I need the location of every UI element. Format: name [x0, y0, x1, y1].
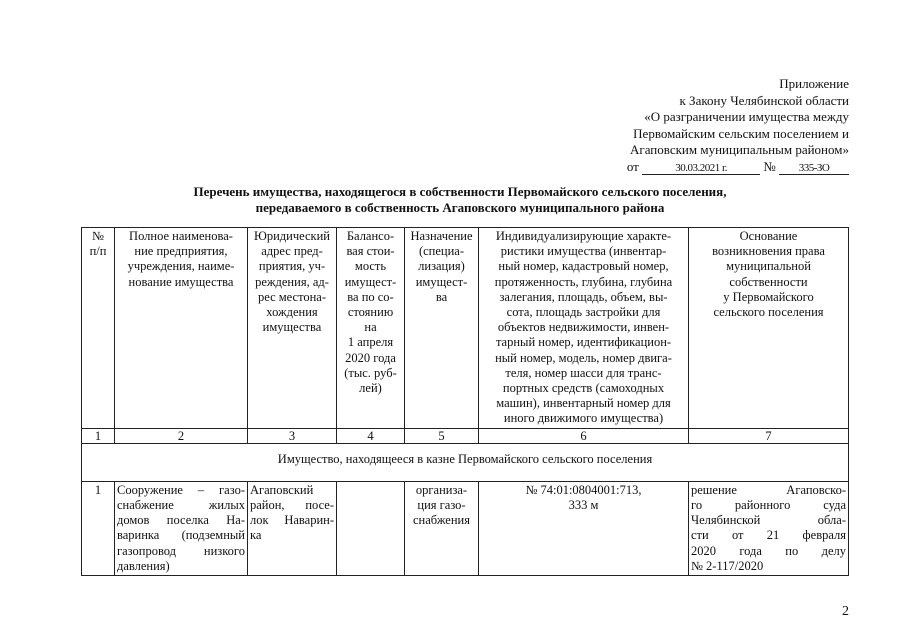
text-line: (тыс. руб- — [344, 365, 397, 380]
text-line: № 2-117/2020 — [691, 558, 764, 573]
text-line: залегания, площадь, объем, вы- — [499, 289, 668, 304]
text-line: сота, площадь застройки для — [506, 305, 661, 320]
header-cell — [82, 228, 115, 429]
column-number: 3 — [248, 428, 337, 443]
text-line: Челябинской обла- — [691, 513, 846, 528]
text-line: Юридический — [254, 229, 330, 243]
section-title: Имущество, находящееся в казне Первомайского сельского поселения — [82, 443, 849, 481]
text-line: сти от 21 февраля — [691, 528, 846, 543]
header-cell — [405, 228, 479, 429]
text-line: адрес пред- — [261, 244, 323, 259]
text-line: вая стои- — [346, 244, 395, 259]
text-line: на — [364, 320, 377, 335]
ownership-basis — [689, 481, 849, 575]
text-line: решение Агаповско- — [691, 482, 846, 497]
text-line: район, посе- — [250, 498, 334, 513]
law-date: 30.03.2021 г. — [642, 162, 760, 175]
property-address — [248, 481, 337, 575]
title-line-1: Перечень имущества, находящегося в собственности Первомайского сельского поселения, — [193, 184, 727, 199]
page-number: 2 — [842, 604, 849, 619]
column-number: 6 — [479, 428, 689, 443]
text-line: варинка (подземный — [117, 528, 245, 543]
property-table — [81, 227, 849, 576]
text-line: Индивидуализирующие характе- — [495, 229, 672, 243]
text-line: возникновения права — [712, 244, 825, 259]
text-line: газопровод низкого — [117, 543, 245, 558]
text-line: тарный номер, идентификацион- — [495, 335, 672, 350]
table-row — [82, 481, 849, 575]
text-line: № 74:01:0804001:713, — [525, 482, 642, 497]
column-number: 1 — [82, 428, 115, 443]
property-name — [115, 481, 248, 575]
text-line: лей) — [359, 381, 382, 396]
column-number: 4 — [337, 428, 405, 443]
header-cell — [337, 228, 405, 429]
text-line: имущества — [262, 320, 322, 335]
appendix-line: Приложение — [779, 76, 849, 91]
text-line: Полное наименова- — [129, 229, 233, 243]
text-line: имущест- — [415, 274, 468, 289]
text-line: ция газо- — [417, 498, 466, 513]
text-line: ние предприятия, — [134, 244, 228, 259]
header-cell — [479, 228, 689, 429]
section-row — [82, 443, 849, 481]
appendix-block — [589, 76, 849, 175]
text-line: ристики имущества (инвентар- — [500, 244, 667, 259]
text-line: объектов недвижимости, инвен- — [497, 320, 670, 335]
text-line: ва — [435, 289, 448, 304]
text-line: № — [92, 229, 104, 243]
text-line: ный номер, кадастровый номер, — [498, 259, 669, 274]
text-line: Балансо- — [346, 229, 395, 243]
row-number: 1 — [82, 481, 115, 575]
column-number: 7 — [689, 428, 849, 443]
text-line: машин), инвентарный номер для — [496, 396, 671, 411]
law-signature-line — [589, 159, 849, 176]
text-line: учреждения, наиме- — [127, 259, 235, 274]
text-line: мость — [354, 259, 387, 274]
text-line: сельского поселения — [713, 305, 824, 320]
text-line: снабжения — [413, 513, 470, 528]
text-line: 2020 года — [345, 350, 396, 365]
text-line: теля, номер шасси для транс- — [505, 365, 662, 380]
property-characteristics — [479, 481, 689, 575]
text-line: лизация) — [418, 259, 465, 274]
appendix-line: Агаповским муниципальным районом» — [629, 142, 849, 157]
text-line: п/п — [89, 244, 107, 259]
header-row — [82, 228, 849, 429]
text-line: рес местона- — [257, 289, 327, 304]
column-number-row — [82, 428, 849, 443]
text-line: имущест- — [344, 274, 397, 289]
text-line: 2020 года по делу — [691, 543, 846, 558]
text-line: портных средств (самоходных — [502, 381, 665, 396]
property-value — [337, 481, 405, 575]
text-line: у Первомайского — [723, 289, 814, 304]
text-line: Агаповский — [250, 482, 314, 497]
text-line: Назначение — [410, 229, 473, 243]
text-line: домов поселка На- — [117, 513, 245, 528]
text-line: приятия, уч- — [258, 259, 326, 274]
number-label: № — [763, 158, 776, 174]
text-line: (специа- — [418, 244, 465, 259]
text-line: стоянию — [347, 305, 394, 320]
property-purpose — [405, 481, 479, 575]
title-line-2: передаваемого в собственность Агаповского муниципального района — [255, 200, 665, 215]
text-line: ка — [250, 528, 262, 543]
appendix-line: Первомайским сельским поселением и — [633, 125, 849, 141]
text-line: хождения — [266, 305, 318, 320]
column-number: 2 — [115, 428, 248, 443]
text-line: ный номер, модель, номер двига- — [495, 350, 672, 365]
law-number: 335-ЗО — [779, 162, 849, 175]
text-line: иного движимого имущества) — [503, 411, 664, 426]
text-line: го районного суда — [691, 498, 846, 513]
text-line: муниципальной — [726, 259, 811, 274]
text-line: 1 апреля — [347, 335, 394, 350]
text-line: Сооружение – газо- — [117, 482, 245, 497]
text-line: давления) — [117, 558, 170, 573]
appendix-line: «О разграничении имущества между — [644, 109, 849, 124]
text-line: организа- — [415, 482, 468, 497]
text-line: протяженность, глубина, глубина — [494, 274, 673, 289]
from-label: от — [626, 158, 639, 174]
text-line: собственности — [729, 274, 808, 289]
header-cell — [115, 228, 248, 429]
text-line: ва по со- — [347, 289, 394, 304]
text-line: реждения, ад- — [255, 274, 329, 289]
text-line: лок Наварин- — [250, 513, 334, 528]
header-cell — [248, 228, 337, 429]
text-line: 333 м — [568, 498, 599, 513]
column-number: 5 — [405, 428, 479, 443]
text-line: Основание — [739, 229, 798, 243]
text-line: снабжение жилых — [117, 498, 245, 513]
text-line: нование имущества — [128, 274, 234, 289]
appendix-line: к Закону Челябинской области — [679, 92, 849, 108]
document-title — [70, 184, 850, 216]
header-cell — [689, 228, 849, 429]
